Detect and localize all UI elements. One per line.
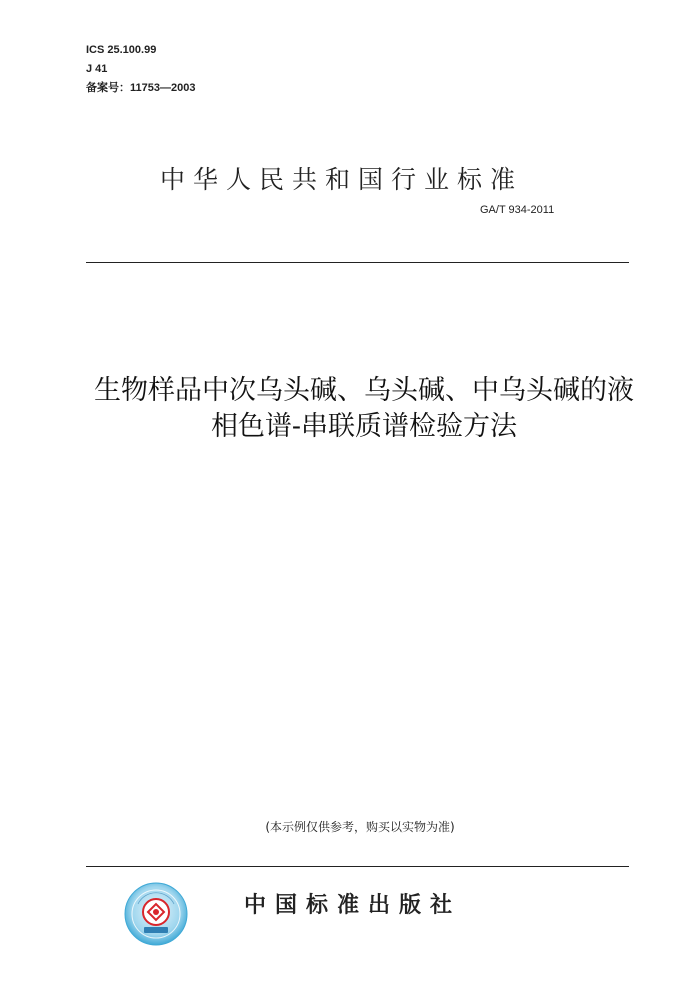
sample-notice: (本示例仅供参考，购买以实物为准) bbox=[265, 820, 455, 834]
filing-number: 备案号：11753—2003 bbox=[86, 82, 196, 94]
standard-code: GA/T 934-2011 bbox=[480, 204, 555, 216]
bottom-divider bbox=[86, 866, 629, 867]
certification-seal-icon bbox=[124, 882, 188, 946]
top-divider bbox=[86, 262, 629, 263]
document-title bbox=[0, 373, 700, 445]
classification-code: J 41 bbox=[86, 63, 108, 75]
publisher-name: 中国标准出版社 bbox=[244, 893, 462, 918]
title-line-1: 生物样品中次乌头碱、乌头碱、中乌头碱的液 bbox=[94, 375, 634, 406]
title-line-2: 相色谱-串联质谱检验方法 bbox=[210, 411, 518, 442]
ics-code: ICS 25.100.99 bbox=[86, 44, 157, 56]
standard-type-heading: 中华人民共和国行业标准 bbox=[160, 165, 524, 194]
